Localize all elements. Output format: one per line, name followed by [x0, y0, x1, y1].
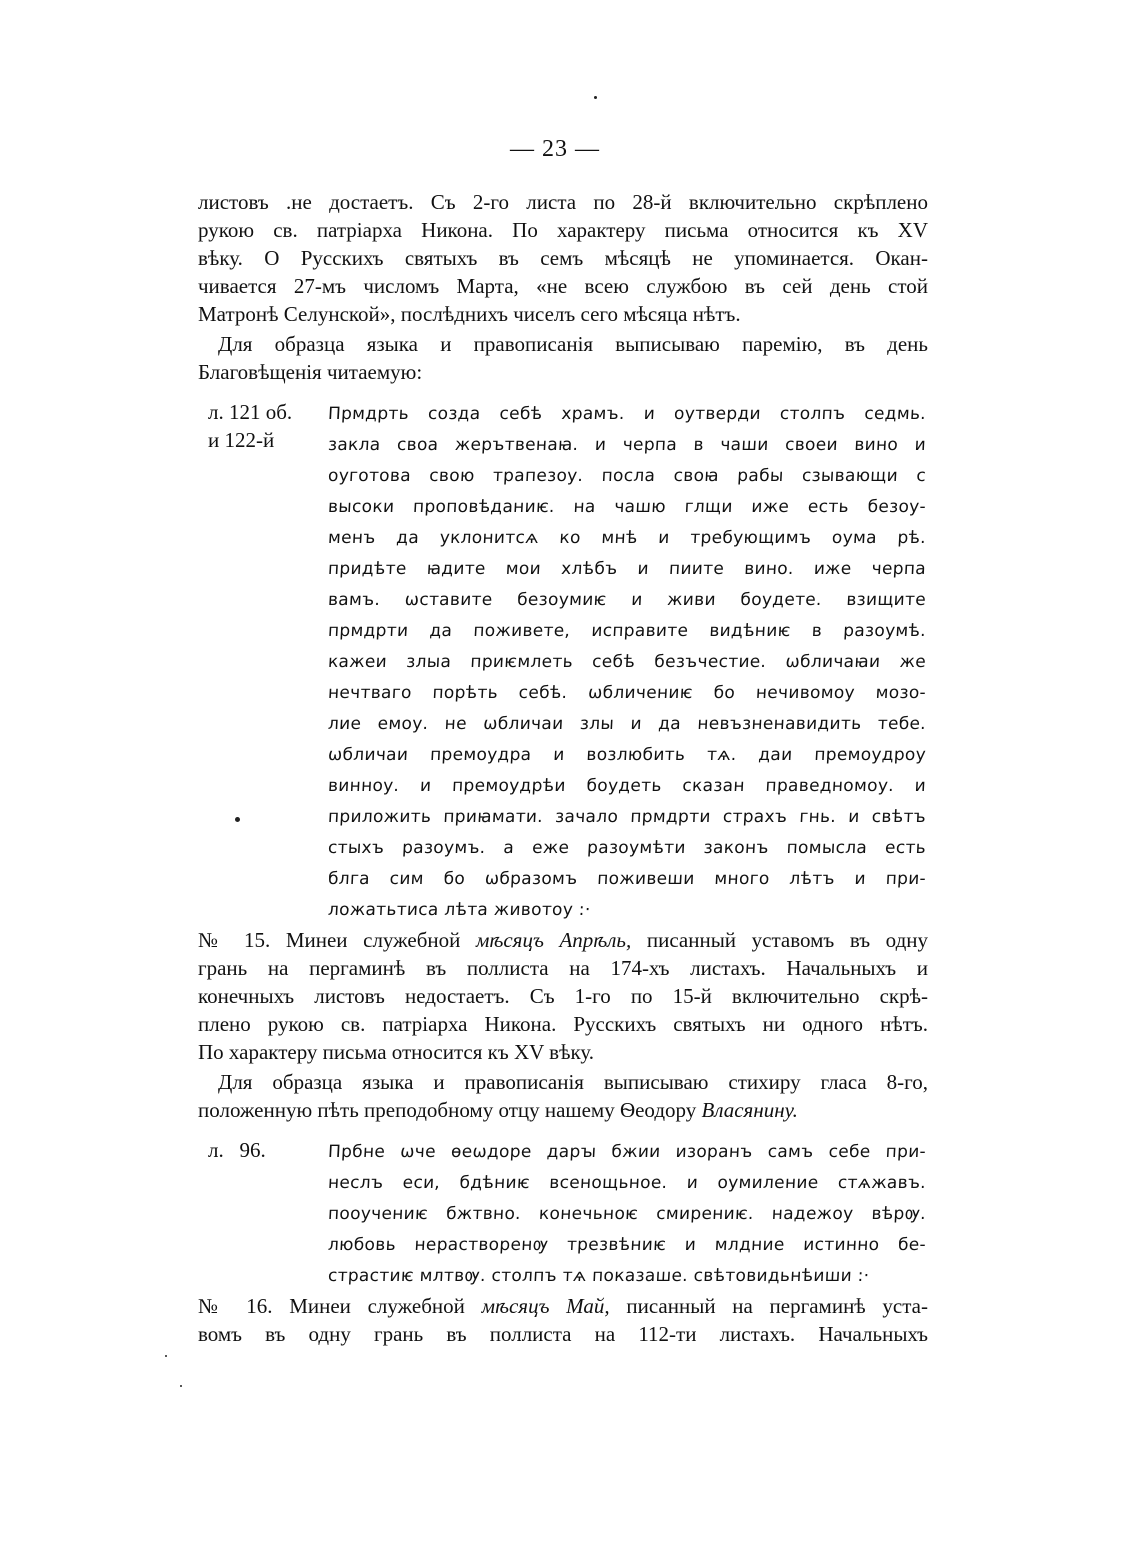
sample-intro-1-line-2: Благовѣщенія читаемую:	[198, 360, 423, 384]
quote-1-line: винноу. и премоудрѣи боудеть сказан праведномоу. и	[327, 776, 927, 796]
quote-1-line: блга сим бо ѡбразомъ поживеши много лѣтъ и при-	[327, 869, 927, 889]
sample-intro-2-italic-name: Власянину.	[701, 1098, 798, 1122]
quote-1-line: вамъ. ѡставите безоумиѥ и живи боудете. взищите	[327, 590, 927, 610]
intro-line-1: листовъ .не достаетъ. Съ 2-го листа по 28-й включительно скрѣплено	[198, 190, 928, 214]
scan-speck	[235, 817, 240, 822]
entry-15-line-1	[198, 926, 928, 954]
intro-line-4: чивается 27-мъ числомъ Марта, «не всею службою въ сей день стой	[198, 274, 928, 298]
quote-1-line: прмдрти да поживете, исправите видѣниѥ в разоумѣ.	[327, 621, 927, 641]
quote-2-line: Прбне ѡче ѳеѡдоре дарꙑ бжии изоранъ самъ себе при-	[327, 1142, 927, 1162]
quote-1-line: кажеи злыа приѥмлеть себѣ безъчестие. ѡбличаꙗи же	[327, 652, 927, 672]
sample-intro-1-line-1: Для образца языка и правописанія выписываю паремію, въ день	[218, 332, 928, 356]
quote-1-line: Прмдрть созда себѣ храмъ. и оутверди столпъ седмь.	[327, 404, 927, 424]
scan-speck	[165, 1355, 167, 1357]
entry-16-line-2: вомъ въ одну грань въ поллиста на 112-ти листахъ. Начальныхъ	[198, 1322, 928, 1346]
entry-15-line-4: плено рукою св. патріарха Никона. Русскихъ святыхъ ни одного нѣтъ.	[198, 1012, 928, 1036]
entry-15-line-3: конечныхъ листовъ недостаетъ. Съ 1-го по 15-й включительно скрѣ-	[198, 984, 928, 1008]
quote-1-line: придѣте ꙗдите мои хлѣбъ и пиите вино. иже черпа	[327, 559, 927, 579]
entry-15-month: мѣсяцъ Апрѣль,	[475, 928, 632, 952]
intro-line-3: вѣку. О Русскихъ святыхъ въ семъ мѣсяцѣ не упоминается. Окан-	[198, 246, 928, 270]
quote-1-ref-1: л. 121 об.	[208, 400, 293, 424]
quote-1-line: лие емоу. не ѡбличаи злы и да невъзненавидить тебе.	[327, 714, 927, 734]
entry-16-line-1	[198, 1292, 928, 1320]
entry-16-number: № 16. Минеи служебной	[198, 1294, 465, 1318]
quote-1-line: стыхъ разоумъ. а еже разоумѣти законъ помысла есть	[327, 838, 927, 858]
quote-1-line: оуготова свою трапезоу. посла своꙗ рабы сзывающи с	[327, 466, 927, 486]
scan-speck	[180, 1385, 182, 1387]
quote-2-line: неслъ еси, бдѣниѥ всенощьное. и оумиление стѧжавъ.	[327, 1173, 927, 1193]
quote-1-line: закла своа жерътвенаꙗ. и черпа в чаши своеи вино и	[327, 435, 927, 455]
quote-2-line: страстиѥ млтвѹ. столпъ тѧ показаше. свѣтовидьнѣиши :·	[327, 1266, 870, 1286]
entry-16-line-1-rest: писанный на пергаминѣ уста-	[626, 1294, 928, 1318]
quote-1-ref-2: и 122-й	[208, 428, 275, 452]
quote-2-line: любовь нерастворенѹ трезвѣниѥ и млдние истинно бе-	[327, 1235, 927, 1255]
entry-15-line-2: грань на пергаминѣ въ поллиста на 174-хъ листахъ. Начальныхъ и	[198, 956, 928, 980]
intro-line-5: Матронѣ Селунской», послѣднихъ чиселъ сего мѣсяца нѣтъ.	[198, 302, 741, 326]
quote-1-line: ѡбличаи премоудра и возлюбить тѧ. даи премоудроу	[327, 745, 927, 765]
quote-1-line: нечтваго порѣть себѣ. ѡбличениѥ бо нечивомоу мозо-	[327, 683, 927, 703]
sample-intro-2-line-2	[198, 1096, 928, 1124]
entry-16-month: мѣсяцъ Май,	[481, 1294, 610, 1318]
entry-15-line-1-rest: писанный уставомъ въ одну	[646, 928, 928, 952]
scan-speck	[594, 96, 597, 99]
quote-2-line: пооучениѥ бжтвно. конечьноѥ смирениѥ. надежоу вѣрѹ.	[327, 1204, 927, 1224]
sample-intro-2-line-2-start: положенную пѣть преподобному отцу нашему Ѳеодору	[198, 1098, 697, 1122]
quote-1-line: менъ да уклонитсѧ ко мнѣ и требующимъ оума рѣ.	[327, 528, 927, 548]
quote-1-line: приложить приꙗмати. зачало прмдрти страхъ гнь. и свѣтъ	[327, 807, 927, 827]
page-number: — 23 —	[510, 136, 600, 162]
entry-15-number: № 15. Минеи служебной	[198, 928, 461, 952]
entry-15-line-5: По характеру письма относится къ XV вѣку.	[198, 1040, 595, 1064]
sample-intro-2-line-1: Для образца языка и правописанія выписываю стихиру гласа 8-го,	[218, 1070, 928, 1094]
quote-2-ref: л. 96.	[208, 1138, 266, 1162]
intro-line-2: рукою св. патріарха Никона. По характеру письма относится къ XV	[198, 218, 928, 242]
quote-1-line: ложатьтиса лѣта животоу :·	[327, 900, 592, 920]
quote-1-line: высоки проповѣданиѥ. на чашю глщи иже есть безоу-	[327, 497, 927, 517]
